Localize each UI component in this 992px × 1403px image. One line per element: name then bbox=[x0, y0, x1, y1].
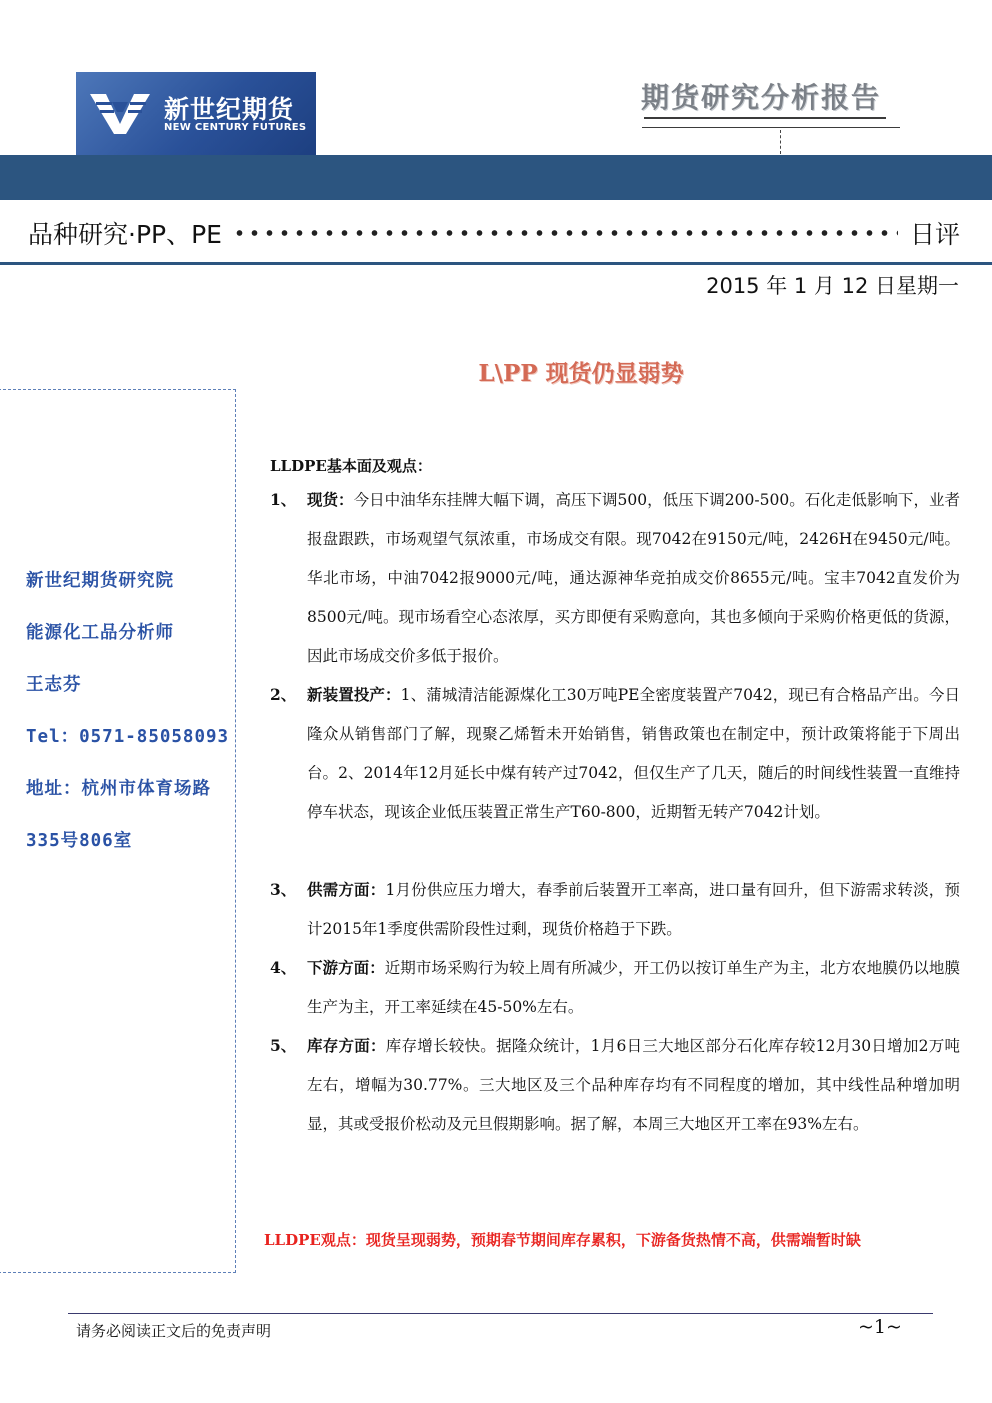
list-item bbox=[270, 1026, 960, 1144]
item-number: 1、 bbox=[270, 490, 297, 509]
disclaimer-note: 请务必阅读正文后的免责声明 bbox=[76, 1322, 272, 1340]
section-heading: LLDPE基本面及观点： bbox=[270, 457, 432, 475]
title-underline bbox=[644, 117, 886, 119]
list-item bbox=[270, 948, 960, 1027]
lldpe-opinion: LLDPE观点：现货呈现弱势，预期春节期间库存累积，下游备货热情不高，供需端暂时缺 bbox=[264, 1231, 861, 1249]
author-address-line2: 335号806室 bbox=[26, 831, 133, 851]
report-type-title: 期货研究分析报告 bbox=[641, 81, 882, 114]
logo-mark-icon bbox=[90, 92, 154, 136]
author-org: 新世纪期货研究院 bbox=[26, 571, 174, 591]
header-rule bbox=[0, 262, 992, 265]
item-number: 4、 bbox=[270, 958, 297, 977]
item-number: 2、 bbox=[270, 685, 297, 704]
item-label: 供需方面： bbox=[307, 880, 386, 899]
item-text: 今日中油华东挂牌大幅下调，高压下调500，低压下调200-500。石化走低影响下，业者报盘跟跌，市场观望气氛浓重，市场成交有限。现7042在9150元/吨，2426H在9450元/吨。华北市场，中油7042报9000元/吨，通达源神华竞拍成交价8655元/吨。宝丰7042直发价为8500元/吨。现市场看空心态浓厚，买方即便有采购意向，其也多倾向于采购价格更低的货源，因此市场成交价多低于报价。 bbox=[307, 491, 960, 665]
item-label: 下游方面： bbox=[307, 958, 385, 977]
list-item bbox=[270, 480, 960, 676]
category-label: 品种研究·PP、PE bbox=[28, 220, 222, 249]
item-label: 库存方面： bbox=[307, 1036, 386, 1055]
report-headline: L\PP 现货仍显弱势 bbox=[478, 360, 684, 387]
list-item bbox=[270, 870, 960, 949]
logo-english-name: NEW CENTURY FUTURES bbox=[164, 122, 307, 133]
author-address-line1: 地址：杭州市体育场路 bbox=[26, 779, 211, 799]
author-role: 能源化工品分析师 bbox=[26, 623, 174, 643]
title-underline-thin bbox=[642, 127, 900, 128]
item-text: 1月份供应压力增大，春季前后装置开工率高，进口量有回升，但下游需求转淡，预计2015年1季度供需阶段性过剩，现货价格趋于下跌。 bbox=[307, 881, 960, 938]
company-logo bbox=[76, 72, 316, 156]
author-phone: Tel：0571-85058093 bbox=[26, 727, 230, 747]
item-label: 新装置投产： bbox=[307, 685, 401, 704]
footer-rule bbox=[68, 1313, 933, 1314]
item-number: 5、 bbox=[270, 1036, 297, 1055]
author-name: 王志芬 bbox=[26, 675, 82, 695]
report-frequency: 日评 bbox=[909, 220, 960, 249]
report-date: 2015 年 1 月 12 日星期一 bbox=[706, 274, 959, 298]
item-text: 库存增长较快。据隆众统计，1月6日三大地区部分石化库存较12月30日增加2万吨左右，增幅为30.77%。三大地区及三个品种库存均有不同程度的增加，其中线性品种增加明显，其或受报价松动及元旦假期影响。据了解，本周三大地区开工率在93%左右。 bbox=[307, 1037, 960, 1133]
item-label: 现货： bbox=[307, 490, 354, 509]
item-text: 1、蒲城清洁能源煤化工30万吨PE全密度装置产7042，现已有合格品产出。今日隆众从销售部门了解，现聚乙烯暂未开始销售，销售政策也在制定中，预计政策将能于下周出台。2、2014年12月延长中煤有转产过7042，但仅生产了几天，随后的时间线性装置一直维持停车状态，现该企业低压装置正常生产T60-800，近期暂无转产7042计划。 bbox=[307, 686, 960, 821]
list-item bbox=[270, 675, 960, 832]
header-band bbox=[0, 155, 992, 200]
item-text: 近期市场采购行为较上周有所减少，开工仍以按订单生产为主，北方农地膜仍以地膜生产为主，开工率延续在45-50%左右。 bbox=[307, 959, 960, 1016]
page-number: ~1~ bbox=[858, 1316, 902, 1338]
logo-chinese-name: 新世纪期货 bbox=[164, 95, 295, 124]
item-number: 3、 bbox=[270, 880, 297, 899]
category-line bbox=[28, 213, 960, 253]
dot-leader bbox=[232, 229, 898, 237]
title-tick-divider bbox=[780, 130, 782, 154]
